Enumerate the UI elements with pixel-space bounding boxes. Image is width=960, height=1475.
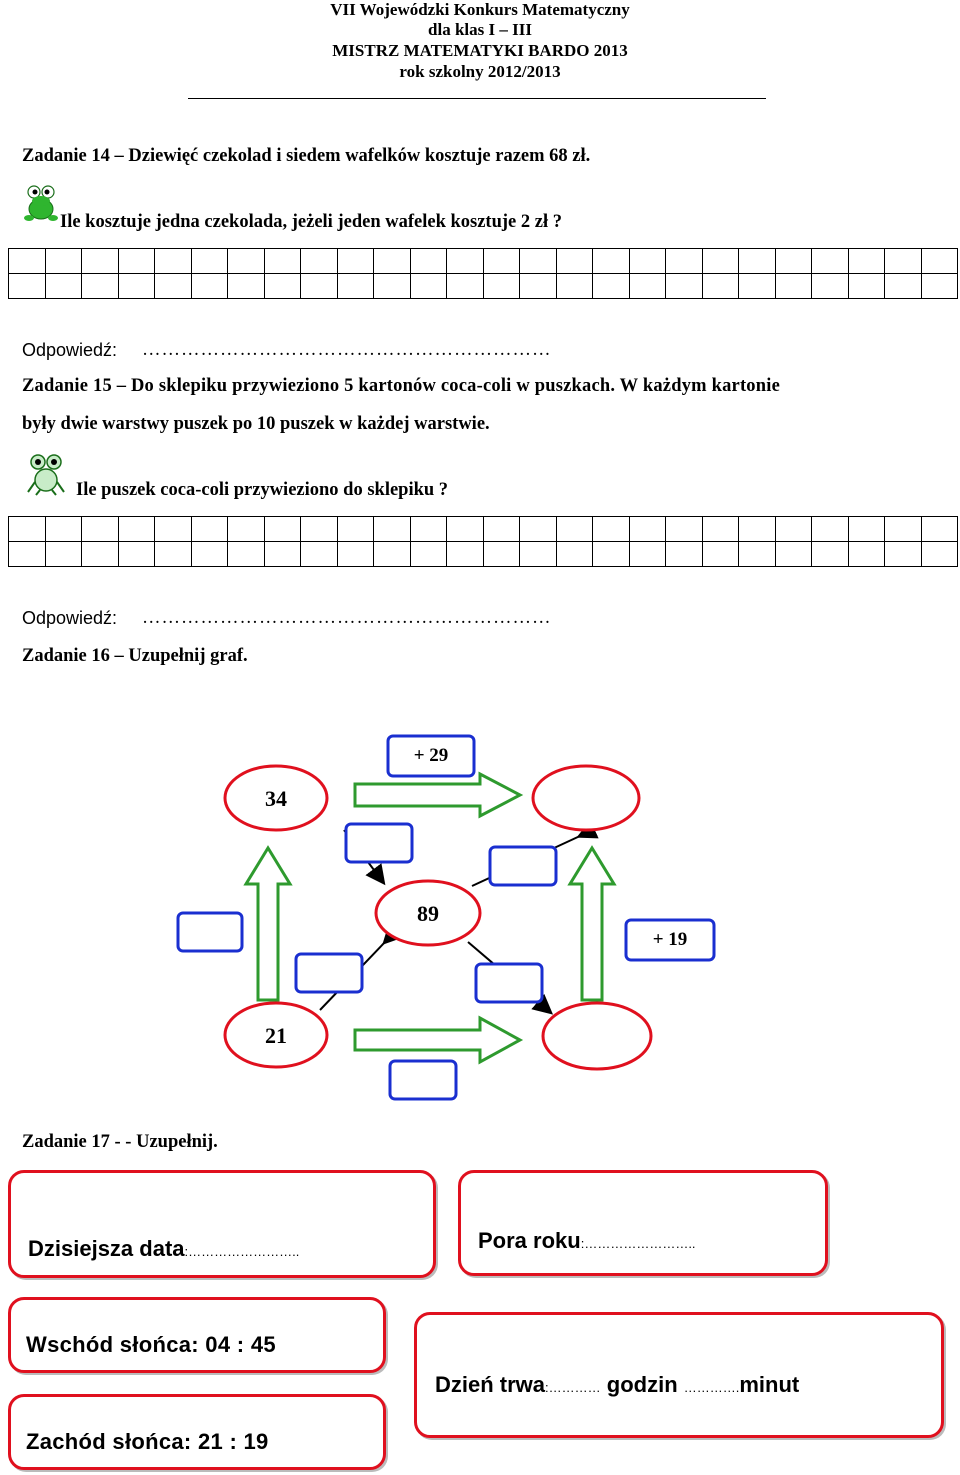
op-box-upper-right (490, 847, 556, 885)
hours-label: godzin (600, 1372, 684, 1397)
node-top-right (533, 766, 639, 830)
node-89-label: 89 (417, 901, 439, 926)
season-dots: :…………………….. (580, 1236, 696, 1251)
date-field[interactable] (28, 1236, 299, 1262)
op-box-bottom (390, 1061, 456, 1099)
minutes-dots: …………. (683, 1380, 740, 1395)
task14-title: Zadanie 14 – Dziewięć czekolad i siedem wafelków kosztuje razem 68 zł. (22, 146, 591, 166)
day-length-field[interactable] (435, 1372, 799, 1398)
header-title: VII Wojewódzki Konkurs Matematyczny (330, 0, 630, 19)
arrow-bottom-right (355, 1018, 520, 1062)
header-classes: dla klas I – III (428, 20, 532, 39)
task14-answer-line[interactable]: ……………………………………………………… (142, 340, 552, 360)
op-box-lower-right (476, 964, 542, 1002)
task14-answer-label: Odpowiedź: (22, 340, 118, 360)
arrow-right-up (570, 848, 614, 1000)
header-contest: MISTRZ MATEMATYKI BARDO 2013 (332, 41, 628, 60)
day-label: Dzień trwa (435, 1372, 546, 1397)
task14-question: Ile kosztuje jedna czekolada, jeżeli jeden wafelek kosztuje 2 zł ? (60, 212, 562, 232)
op-box-left (178, 913, 242, 951)
op-box-upper-left (346, 824, 412, 862)
day-dots: :………… (545, 1380, 601, 1395)
node-bottom-right (543, 1003, 651, 1069)
op-box-lower-left (296, 954, 362, 992)
header-school-year: rok szkolny 2012/2013 (399, 62, 561, 81)
task17-title: Zadanie 17 - - Uzupełnij. (22, 1132, 218, 1152)
date-label: Dzisiejsza data (28, 1236, 185, 1261)
task15-answer-line[interactable]: ……………………………………………………… (142, 608, 552, 628)
task15-title-line2: były dwie warstwy puszek po 10 puszek w każdej warstwie. (22, 414, 490, 434)
season-box[interactable] (458, 1170, 828, 1276)
sunrise-text: Wschód słońca: 04 : 45 (26, 1332, 276, 1357)
node-21-label: 21 (265, 1023, 287, 1048)
op-right-label: + 19 (652, 929, 688, 950)
task15-question: Ile puszek coca-coli przywieziono do sklepiku ? (76, 480, 449, 500)
season-label: Pora roku (478, 1228, 581, 1253)
task15-answer-label: Odpowiedź: (22, 608, 118, 628)
sunset-text: Zachód słońca: 21 : 19 (26, 1429, 269, 1454)
minutes-label: minut (739, 1372, 800, 1397)
arrow-top-right (355, 774, 520, 816)
node-34-label: 34 (265, 786, 287, 811)
date-dots: :…………………….. (184, 1244, 300, 1259)
task16-title: Zadanie 16 – Uzupełnij graf. (22, 646, 248, 666)
arrow-left-up (246, 848, 290, 1000)
season-field[interactable] (478, 1228, 696, 1254)
op-top-label: + 29 (413, 745, 449, 766)
task15-title-line1: Zadanie 15 – Do sklepiku przywieziono 5 kartonów coca-coli w puszkach. W każdym kartonie (22, 376, 780, 396)
